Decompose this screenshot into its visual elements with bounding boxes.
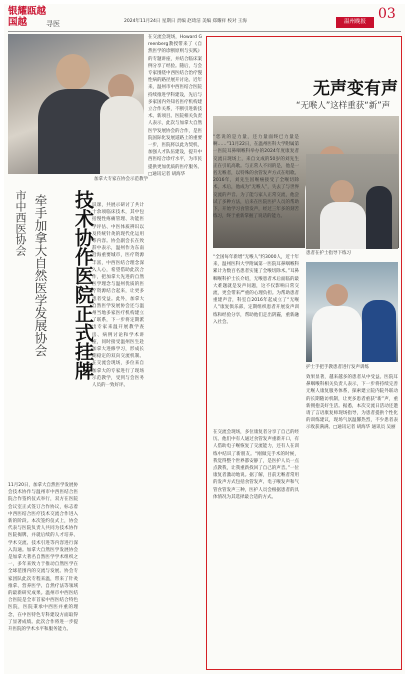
photo-patient-practice — [306, 154, 398, 249]
photo-caption-practice: 患者在护士指导下练习 — [306, 251, 351, 256]
headline-sub: 市中西医协会 — [14, 190, 27, 256]
right-article-column-4: 效果显著，越来越多的患者从中受益。医院耳鼻咽喉科相关负责人表示，下一步将持续完善无喉人康复服务体系，探索建立院内院外联动的长期随访机制，让更多患者重获“新”声，重新拥抱美好生活。据悉，本次交流日活动还邀请了言语康复师现场指导，为患者提供个性化的训练建议，现场气氛温馨热烈，不少患者表示收获满满。□通讯记者 胡海华 通讯员 吴丽 — [306, 375, 398, 431]
right-article-column-3: 在交流会现场，多位康复者分享了自己的经历。他们中有人通过食管发声重新开口，有人借助电子喉恢复了交流能力，还有人在训练中结识了新朋友。“刚做完手术的时候，我觉得整个世界都安静了，是医护人员一点点教我，让我重新找回了自己的声音。”一位康复者激动地说。据了解，目前无喉者常用的发声方式包括食管发声、电子喉发声和气管食管发声三种，医护人员会根据患者的具体情况为其选择最合适的方式。 — [213, 430, 299, 500]
photo-figure — [330, 180, 354, 204]
photo-figure — [326, 284, 348, 306]
logo-line-2: 国越 — [8, 17, 28, 28]
photo-figure — [100, 96, 144, 174]
headline-main: 技术协作医院正式挂牌 — [72, 190, 94, 380]
masthead-rule — [8, 31, 401, 32]
left-article-column-3: 在交流会现场，Howard Greenberg教授带来了《自然医学的诊断原则与实践》的专题讲座，并结合临床案例分享了经验。随后，与会专家围绕中西医结合治疗慢性病的路径展开讨论。近年来，温州市中西医结合医院持续推进学科建设，先后与多家国内外知名医疗机构建立合作关系，不断引进新技术、新项目。医院相关负责人表示，此次与加拿大自然医学发展协会的合作，是医院国际化发展道路上的重要一步，医院将以此为契机，加强人才队伍建设，提升中西医结合诊疗水平，为市民提供更加优质的医疗服务。□通讯记者 胡海华 — [148, 35, 202, 177]
right-article-subtitle: “无喉人”这样重获“新”声 — [296, 101, 391, 111]
photo-figure — [362, 300, 396, 362]
photo-nurse-guidance — [306, 262, 398, 362]
photo-figure — [320, 202, 366, 249]
section-label: 寻医 — [46, 20, 60, 28]
paper-name-tag: 温州晚报 — [336, 17, 374, 28]
photo-figure — [56, 54, 90, 90]
page-number: 03 — [378, 6, 396, 22]
photo-caption-left: 加拿大专家在协会示范教学 — [94, 177, 148, 182]
photo-acupuncture-demo — [8, 34, 144, 174]
photo-figure — [312, 306, 362, 362]
left-article-column-2: 识课，共展示研讨了共计十余项临床技术，其中包括慢性疼痛管理、功能医学评估、中医体质辨识以及传统针灸的现代化运用等内容。协会副会长在致辞中表示，温州作为东南沿海重要城市，医疗资源丰富，中西医结合理念深入人心，希望借助此次合作，把加拿大先进的自然医学理念与温州优质的医疗资源结合起来，让更多患者受益。此外，加拿大自然医学发展协会还与温州当地多家医疗机构建立了联系，下一步将定期派出专家来温开展教学查房、病例讨论和学术讲座，同时接受温州医生赴加拿大进修学习，形成长期稳定的双向交流机制。在交流会现场，多位来自加拿大的专家进行了现场示范教学，受到与会医务人员的一致好评。 — [92, 203, 144, 389]
right-article-title: 无声变有声 — [313, 79, 398, 99]
masthead — [4, 4, 405, 32]
right-article-column-1: “您说的是力量，还力量面终已力量是啊……”11月22日，在温州医科大学附属第一医院耳鼻咽喉科举办的2024年度康复者交流日现场上，来自文成的50岁的刘先生正在引吭高歌。与正常人不同的是，他是一名无喉者，以特殊的食管发声方式在唱歌。2016年，刘先生因喉癌接受了全喉切除术，术后，他成为“无喉人”，失去了与世界交流的声音。为了能与家人正常交流，他尝试了多种方法，后来在医院医护人员的帮助下，开始学习食管发声，经过三年多的刻苦练习，终于重新掌握了说话的能力。 — [213, 135, 299, 220]
masthead-logo — [8, 6, 46, 28]
photo-caption-nurse: 护士手把手教患者进行发声训练 — [306, 365, 369, 370]
date-line: 2024年11月24日 星期日 责编 赵琦洁 美编 郑耀祥 校对 王海 — [124, 19, 247, 24]
photo-figure — [366, 186, 392, 249]
left-article-column-1: 11月20日，加拿大自然医学发展协会技术协作与温州市中西医结合医院合作签约仪式举行，双方在医院会议室正式签订合作协议，标志着中西医结合医疗技术交流合作进入新的阶段。本次签约仪式上，协会代表与医院负责人共同为技术协作医院揭牌，并就后续的人才培养、学术交流、技术引进等内容进行深入沟通。加拿大自然医学发展协会是加拿大著名自然医学学术组织之一，多年来致力于推动自然医学在全球范围内的交流与发展。协会专家团队此次专程来温，带来了针灸推拿、营养医学、自然疗法等领域的最新研究成果。温州市中西医结合医院是全市首家中西医结合特色医院，医院秉承中西医并重的理念，在中医特色专科建设方面取得了显著成绩。此次合作将进一步提升医院的学术水平和服务能力。 — [8, 483, 78, 633]
logo-line-1: 银耀瓯越 — [8, 6, 47, 17]
right-article-column-2: “全国每年新增“无喉人”约3000人，近十年来，温州医科大学附属第一医院耳鼻咽喉科累计为数百名患者实施了全喉切除术。”耳鼻咽喉科护士长介绍，无喉患者术后面临的最大难题就是发声问题，这不仅影响日常交流，更会带来严重的心理负担。为帮助患者重建声音，科室自2016年起成立了“无喉人”康复俱乐部，定期组织患者开展发声训练和经验分享，帮助他们走出阴霾，重新融入社会。 — [213, 255, 299, 325]
headline-aux: 牵手加拿大自然医学发展协会 — [33, 194, 48, 357]
newspaper-page — [4, 4, 405, 674]
